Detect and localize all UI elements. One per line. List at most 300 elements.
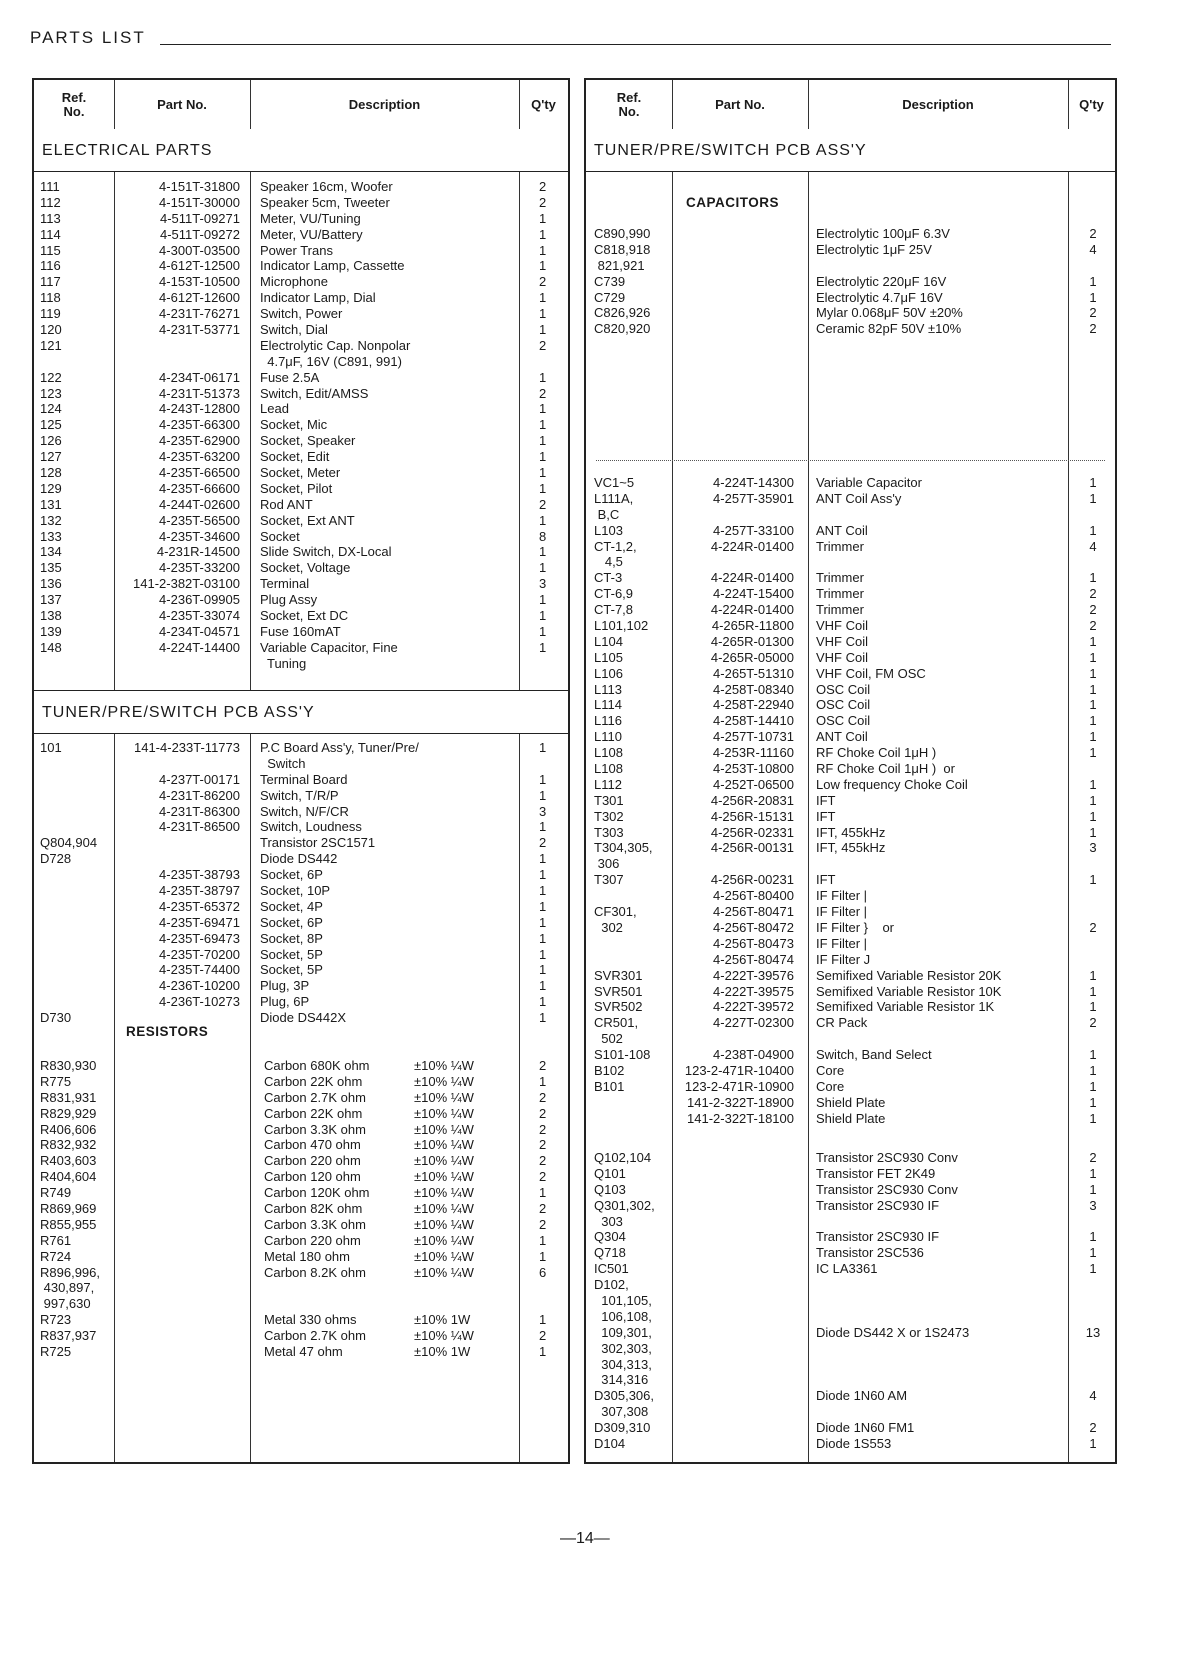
part-no-cell: 4-235T-33074 — [159, 608, 240, 624]
part-no-cell: 4-222T-39572 — [713, 999, 794, 1015]
qty-cell: 1 — [1089, 1047, 1097, 1063]
qty-cell: 2 — [1089, 305, 1097, 321]
qty-cell: 1 — [1089, 1181, 1097, 1197]
table-row — [34, 1312, 568, 1328]
ref-cell: 302,303, — [594, 1340, 652, 1356]
description-cell: OSC Coil — [816, 681, 871, 697]
qty-cell: 4 — [1089, 538, 1097, 554]
qty-cell: 1 — [539, 210, 547, 226]
description-cell: ANT Coil Ass'y — [816, 490, 902, 506]
ref-cell: R749 — [40, 1185, 72, 1201]
part-no-cell: 4-256R-20831 — [710, 792, 794, 808]
description-cell: Variable Capacitor — [816, 475, 922, 490]
table-row — [34, 1233, 568, 1249]
description-cell: Carbon 220 ohm — [264, 1153, 361, 1169]
part-no-cell: 4-256T-80471 — [713, 904, 794, 920]
section-title: ELECTRICAL PARTS — [42, 142, 213, 159]
ref-cell: L110 — [594, 729, 622, 745]
table-row — [586, 539, 1115, 555]
table-row — [34, 819, 568, 835]
table-row — [586, 226, 1115, 242]
table-row — [34, 338, 568, 354]
table-row — [586, 856, 1115, 872]
part-no-cell: 4-256R-00131 — [710, 840, 794, 856]
description-cell: Meter, VU/Battery — [260, 226, 363, 242]
qty-cell: 1 — [1089, 522, 1097, 538]
ref-cell: Q301,302, — [594, 1197, 655, 1213]
table-row — [34, 1344, 568, 1360]
description-cell: IF Filter | — [816, 904, 868, 920]
description-cell: Fuse 160mAT — [260, 623, 341, 639]
ref-cell: IC501 — [594, 1261, 629, 1277]
tolerance-cell: ±10% ¼W — [414, 1248, 474, 1264]
part-no-cell: 4-257T-33100 — [713, 522, 794, 538]
qty-cell: 2 — [1089, 586, 1097, 602]
tolerance-cell: ±10% ¼W — [414, 1264, 474, 1280]
qty-cell: 1 — [539, 242, 547, 258]
ref-cell: R831,931 — [40, 1089, 97, 1105]
qty-cell: 2 — [1089, 1150, 1097, 1165]
qty-cell: 1 — [1089, 713, 1097, 729]
header-ref: Ref. No. — [616, 89, 642, 119]
table-row — [586, 570, 1115, 586]
ref-cell: 128 — [40, 465, 62, 481]
ref-cell: 122 — [40, 369, 62, 385]
table-row — [34, 994, 568, 1010]
ref-cell: L108 — [594, 761, 623, 777]
table-row — [34, 1010, 568, 1026]
description-cell: Switch, Dial — [260, 322, 328, 338]
ref-cell: SVR301 — [594, 967, 643, 983]
table-row — [34, 529, 568, 545]
table-row — [34, 1153, 568, 1169]
ref-cell: Q804,904 — [40, 835, 98, 851]
part-no-cell: 4-235T-69471 — [159, 914, 240, 930]
table-row — [34, 640, 568, 656]
table-row — [34, 899, 568, 915]
ref-cell: D102, — [594, 1277, 629, 1293]
tolerance-cell: ±10% ¼W — [414, 1185, 474, 1201]
ref-cell: 134 — [40, 544, 62, 560]
table-row — [586, 984, 1115, 1000]
qty-cell: 2 — [539, 1169, 547, 1185]
ref-cell: D309,310 — [594, 1420, 651, 1436]
table-header — [34, 80, 568, 130]
table-row — [34, 258, 568, 274]
qty-cell: 1 — [1089, 999, 1097, 1015]
part-no-cell: 4-235T-69473 — [159, 930, 240, 946]
ref-cell: R830,930 — [40, 1058, 97, 1073]
ref-cell: 303 — [594, 1213, 623, 1229]
table-row — [34, 544, 568, 560]
tolerance-cell: ±10% ¼W — [414, 1137, 474, 1153]
description-cell: Carbon 22K ohm — [264, 1073, 363, 1089]
qty-cell: 2 — [539, 1105, 547, 1121]
table-row — [34, 274, 568, 290]
ref-cell: 306 — [594, 856, 620, 872]
ref-cell: 112 — [40, 194, 61, 210]
qty-cell: 2 — [539, 1153, 547, 1169]
part-no-cell: 4-235T-65372 — [159, 898, 240, 914]
description-cell: Electrolytic 220μF 16V — [816, 273, 947, 289]
description-cell: IF Filter J — [816, 951, 871, 967]
description-cell: Carbon 8.2K ohm — [264, 1264, 366, 1280]
qty-cell: 1 — [1089, 745, 1097, 761]
description-cell: Power Trans — [260, 242, 333, 258]
dotted-separator — [596, 460, 1105, 461]
ref-cell: D104 — [594, 1436, 626, 1452]
ref-cell: L103 — [594, 522, 623, 538]
table-row — [34, 1090, 568, 1106]
ref-cell: 304,313, — [594, 1356, 652, 1372]
header-desc: Description — [902, 96, 974, 112]
table-row — [34, 931, 568, 947]
table-row — [34, 592, 568, 608]
description-cell: Transistor FET 2K49 — [816, 1165, 936, 1181]
table-row — [586, 1229, 1115, 1245]
table-row — [34, 740, 568, 756]
part-no-cell: 4-237T-00171 — [159, 771, 240, 787]
ref-cell: SVR501 — [594, 983, 643, 999]
qty-cell: 1 — [539, 306, 547, 322]
ref-cell: R829,929 — [40, 1105, 97, 1121]
qty-cell: 1 — [539, 639, 547, 655]
ref-cell: Q103 — [594, 1181, 626, 1197]
qty-cell: 1 — [539, 1344, 547, 1360]
part-no-cell: 4-231T-86200 — [159, 787, 240, 803]
part-no-cell: 4-256T-80473 — [713, 935, 794, 951]
part-no-cell: 4-235T-63200 — [159, 449, 240, 465]
qty-cell: 1 — [539, 322, 547, 338]
table-row — [34, 243, 568, 259]
description-cell: Carbon 2.7K ohm — [264, 1089, 366, 1105]
ref-cell: R855,955 — [40, 1216, 97, 1232]
description-cell: ANT Coil — [816, 729, 868, 745]
qty-cell: 1 — [1089, 1245, 1097, 1261]
table-row — [34, 433, 568, 449]
qty-cell: 1 — [1089, 1436, 1097, 1452]
table-row — [34, 962, 568, 978]
ref-cell: CR501, — [594, 1015, 639, 1031]
description-cell: Socket, Ext ANT — [260, 512, 355, 528]
table-row — [586, 242, 1115, 258]
ref-cell: 123 — [40, 385, 62, 401]
qty-cell: 1 — [1089, 1078, 1097, 1094]
description-cell: Terminal — [260, 576, 310, 592]
part-no-cell: 4-243T-12800 — [159, 401, 240, 417]
table-row — [586, 904, 1115, 920]
table-row — [34, 1265, 568, 1281]
part-no-cell: 4-256T-80474 — [713, 951, 794, 967]
description-cell: Diode DS442 X or 1S2473 — [816, 1324, 970, 1340]
qty-cell: 2 — [539, 274, 547, 290]
table-row — [34, 835, 568, 851]
table-row — [34, 656, 568, 672]
part-no-cell: 4-256T-80472 — [713, 919, 794, 935]
description-cell: Transistor 2SC930 IF — [816, 1229, 940, 1245]
capacitors-label: CAPACITORS — [686, 195, 780, 210]
qty-cell: 1 — [1089, 729, 1097, 745]
ref-cell: 307,308 — [594, 1404, 649, 1420]
tolerance-cell: ±10% 1W — [414, 1312, 471, 1328]
qty-cell: 1 — [539, 930, 547, 946]
qty-cell: 1 — [539, 978, 547, 994]
ref-cell: 138 — [40, 608, 62, 624]
table-row — [586, 968, 1115, 984]
ref-cell: D730 — [40, 1010, 72, 1026]
description-cell: Switch, N/F/CR — [260, 803, 349, 819]
table-row — [34, 1122, 568, 1138]
table-row — [586, 777, 1115, 793]
description-cell: Shield Plate — [816, 1110, 886, 1126]
part-no-cell: 4-265R-11800 — [711, 618, 794, 634]
part-no-cell: 123-2-471R-10400 — [684, 1062, 794, 1078]
ref-cell: 133 — [40, 528, 62, 544]
ref-cell: 101,105, — [594, 1293, 652, 1309]
qty-cell: 1 — [539, 512, 547, 528]
ref-cell: 502 — [594, 1031, 623, 1047]
part-no-cell: 4-224T-14400 — [159, 639, 240, 655]
ref-cell: C890,990 — [594, 226, 651, 241]
qty-cell: 1 — [1089, 475, 1097, 490]
ref-cell: 113 — [40, 210, 61, 226]
table-row — [34, 1296, 568, 1312]
table-row — [586, 650, 1115, 666]
description-cell: VHF Coil — [816, 649, 869, 665]
description-cell: Socket, Meter — [260, 465, 341, 481]
qty-cell: 1 — [1089, 1165, 1097, 1181]
header-desc: Description — [348, 96, 421, 112]
description-cell: IF Filter } or — [816, 919, 895, 935]
qty-cell: 2 — [539, 496, 547, 512]
qty-cell: 1 — [539, 1010, 547, 1026]
part-no-cell: 4-235T-56500 — [159, 512, 240, 528]
qty-cell: 2 — [539, 194, 547, 210]
table-row — [586, 1293, 1115, 1309]
ref-cell: 430,897, — [40, 1280, 95, 1296]
part-no-cell: 4-258T-14410 — [713, 713, 794, 729]
qty-cell: 4 — [1089, 1388, 1097, 1404]
ref-cell: L104 — [594, 633, 623, 649]
header-qty: Q'ty — [531, 96, 556, 112]
ref-cell: Q102,104 — [594, 1150, 652, 1165]
description-cell: Diode DS442 — [260, 851, 338, 867]
ref-cell: Q304 — [594, 1229, 626, 1245]
part-no-cell: 4-151T-30000 — [159, 194, 240, 210]
table-row — [586, 1063, 1115, 1079]
table-row — [34, 915, 568, 931]
description-cell: Metal 47 ohm — [264, 1344, 343, 1360]
qty-cell: 1 — [539, 994, 547, 1010]
ref-cell: CT-3 — [594, 570, 623, 586]
qty-cell: 1 — [539, 465, 547, 481]
part-no-cell: 4-258T-22940 — [713, 697, 794, 713]
ref-cell: 127 — [40, 449, 62, 465]
table-row — [586, 952, 1115, 968]
description-cell: Socket, 6P — [260, 867, 323, 883]
ref-cell: CF301, — [594, 904, 637, 920]
table-row — [34, 465, 568, 481]
table-row — [34, 211, 568, 227]
qty-cell: 1 — [539, 369, 547, 385]
table-row — [34, 481, 568, 497]
description-cell: Socket, Speaker — [260, 433, 356, 449]
part-no-cell: 141-2-382T-03100 — [133, 576, 240, 592]
ref-cell: L101,102 — [594, 618, 649, 634]
ref-cell: 997,630 — [40, 1296, 91, 1312]
part-no-cell: 4-300T-03500 — [159, 242, 240, 258]
qty-cell: 2 — [1089, 618, 1097, 634]
table-row — [34, 947, 568, 963]
description-cell: Switch, Edit/AMSS — [260, 385, 369, 401]
tolerance-cell: ±10% ¼W — [414, 1089, 474, 1105]
part-no-cell: 4-235T-74400 — [159, 962, 240, 978]
ref-cell: B101 — [594, 1078, 625, 1094]
section-tuner-right — [586, 129, 1115, 172]
table-row — [586, 602, 1115, 618]
description-cell: Core — [816, 1078, 845, 1094]
part-no-cell: 4-224R-01400 — [710, 538, 794, 554]
table-row — [586, 618, 1115, 634]
qty-cell: 1 — [1089, 1229, 1097, 1245]
description-cell: Rod ANT — [260, 496, 313, 512]
part-no-cell: 4-231T-53771 — [159, 322, 240, 338]
qty-cell: 1 — [1089, 967, 1097, 983]
qty-cell: 1 — [1089, 665, 1097, 681]
table-row — [34, 179, 568, 195]
ref-cell: 148 — [40, 639, 62, 655]
part-no-cell: 4-234T-06171 — [159, 369, 240, 385]
table-row — [34, 322, 568, 338]
table-row — [586, 1245, 1115, 1261]
parts-table-right — [584, 78, 1117, 1464]
part-no-cell: 4-511T-09272 — [160, 226, 240, 242]
qty-cell: 3 — [539, 803, 547, 819]
table-row — [34, 386, 568, 402]
part-no-cell: 4-238T-04900 — [713, 1047, 794, 1063]
qty-cell: 2 — [539, 1121, 547, 1137]
table-row — [34, 1280, 568, 1296]
qty-cell: 2 — [1089, 602, 1097, 618]
tolerance-cell: ±10% ¼W — [414, 1169, 474, 1185]
part-no-cell: 4-235T-33200 — [159, 560, 240, 576]
description-cell: Core — [816, 1062, 845, 1078]
table-row — [586, 258, 1115, 274]
table-row — [34, 370, 568, 386]
ref-cell: L106 — [594, 665, 623, 681]
description-cell: Semifixed Variable Resistor 20K — [816, 967, 1002, 983]
part-no-cell: 4-224T-15400 — [713, 586, 794, 602]
ref-cell: R724 — [40, 1248, 72, 1264]
part-no-cell: 4-253T-10800 — [713, 761, 794, 777]
part-no-cell: 4-153T-10500 — [159, 274, 240, 290]
description-cell: IFT, 455kHz — [816, 824, 886, 840]
part-no-cell: 4-235T-38793 — [159, 867, 240, 883]
qty-cell: 1 — [539, 433, 547, 449]
ref-cell: 114 — [40, 226, 61, 242]
parts-table-left — [32, 78, 570, 1464]
ref-cell: C818,918 — [594, 241, 651, 257]
qty-cell: 1 — [539, 226, 547, 242]
table-row — [34, 804, 568, 820]
ref-cell: 136 — [40, 576, 62, 592]
qty-cell: 1 — [539, 946, 547, 962]
ref-cell: 106,108, — [594, 1308, 652, 1324]
qty-cell: 2 — [539, 1201, 547, 1217]
ref-cell: 132 — [40, 512, 62, 528]
ref-cell: R403,603 — [40, 1153, 97, 1169]
qty-cell: 1 — [1089, 808, 1097, 824]
ref-cell: 124 — [40, 401, 62, 417]
qty-cell: 1 — [539, 1232, 547, 1248]
part-no-cell: 4-236T-09905 — [159, 592, 240, 608]
description-cell: Switch, Loudness — [260, 819, 362, 835]
qty-cell: 1 — [1089, 289, 1097, 305]
part-no-cell: 4-252T-06500 — [713, 776, 794, 792]
capacitor-rows — [586, 226, 1115, 337]
table-row — [586, 305, 1115, 321]
part-no-cell: 4-257T-35901 — [713, 490, 794, 506]
tuner-rows-left — [34, 740, 568, 1026]
description-cell: Switch, Band Select — [816, 1047, 932, 1063]
description-cell: P.C Board Ass'y, Tuner/Pre/ — [260, 740, 419, 755]
qty-cell: 13 — [1085, 1324, 1101, 1340]
part-no-cell: 4-224T-14300 — [713, 475, 794, 490]
description-cell: Speaker 16cm, Woofer — [260, 179, 393, 194]
qty-cell: 1 — [1089, 649, 1097, 665]
ref-cell: C729 — [594, 289, 626, 305]
description-cell: Fuse 2.5A — [260, 369, 320, 385]
table-row — [586, 761, 1115, 777]
part-no-cell: 4-511T-09271 — [160, 210, 240, 226]
qty-cell: 1 — [539, 401, 547, 417]
ref-cell: R406,606 — [40, 1121, 97, 1137]
ref-cell: B,C — [594, 506, 620, 522]
ref-cell: D728 — [40, 851, 72, 867]
table-row — [34, 513, 568, 529]
part-no-cell: 4-256R-00231 — [710, 872, 794, 888]
qty-cell: 6 — [539, 1264, 547, 1280]
ref-cell: L105 — [594, 649, 623, 665]
table-row — [34, 195, 568, 211]
table-row — [34, 306, 568, 322]
semiconductor-rows — [586, 1150, 1115, 1452]
description-cell: IFT, 455kHz — [816, 840, 886, 856]
description-cell: Carbon 3.3K ohm — [264, 1216, 366, 1232]
header-qty: Q'ty — [1079, 96, 1104, 112]
qty-cell: 4 — [1089, 241, 1097, 257]
description-cell: Diode 1S553 — [816, 1436, 892, 1452]
part-no-cell: 4-612T-12600 — [159, 290, 240, 306]
qty-cell: 2 — [539, 179, 547, 194]
description-cell: Trimmer — [816, 538, 864, 554]
qty-cell: 1 — [539, 417, 547, 433]
table-header — [586, 80, 1115, 130]
description-cell: Speaker 5cm, Tweeter — [260, 194, 390, 210]
description-cell: Switch, Power — [260, 306, 343, 322]
description-cell: VHF Coil — [816, 618, 869, 634]
part-no-cell: 4-256R-15131 — [710, 808, 794, 824]
ref-cell: 116 — [40, 258, 61, 274]
part-no-cell: 4-236T-10273 — [159, 994, 240, 1010]
description-cell: Metal 180 ohm — [264, 1248, 350, 1264]
ref-cell: 139 — [40, 623, 62, 639]
description-cell: Transistor 2SC930 Conv — [816, 1181, 958, 1197]
tolerance-cell: ±10% 1W — [414, 1344, 471, 1360]
ref-cell: CT-1,2, — [594, 538, 637, 554]
ref-cell: T304,305, — [594, 840, 653, 856]
table-row — [586, 745, 1115, 761]
